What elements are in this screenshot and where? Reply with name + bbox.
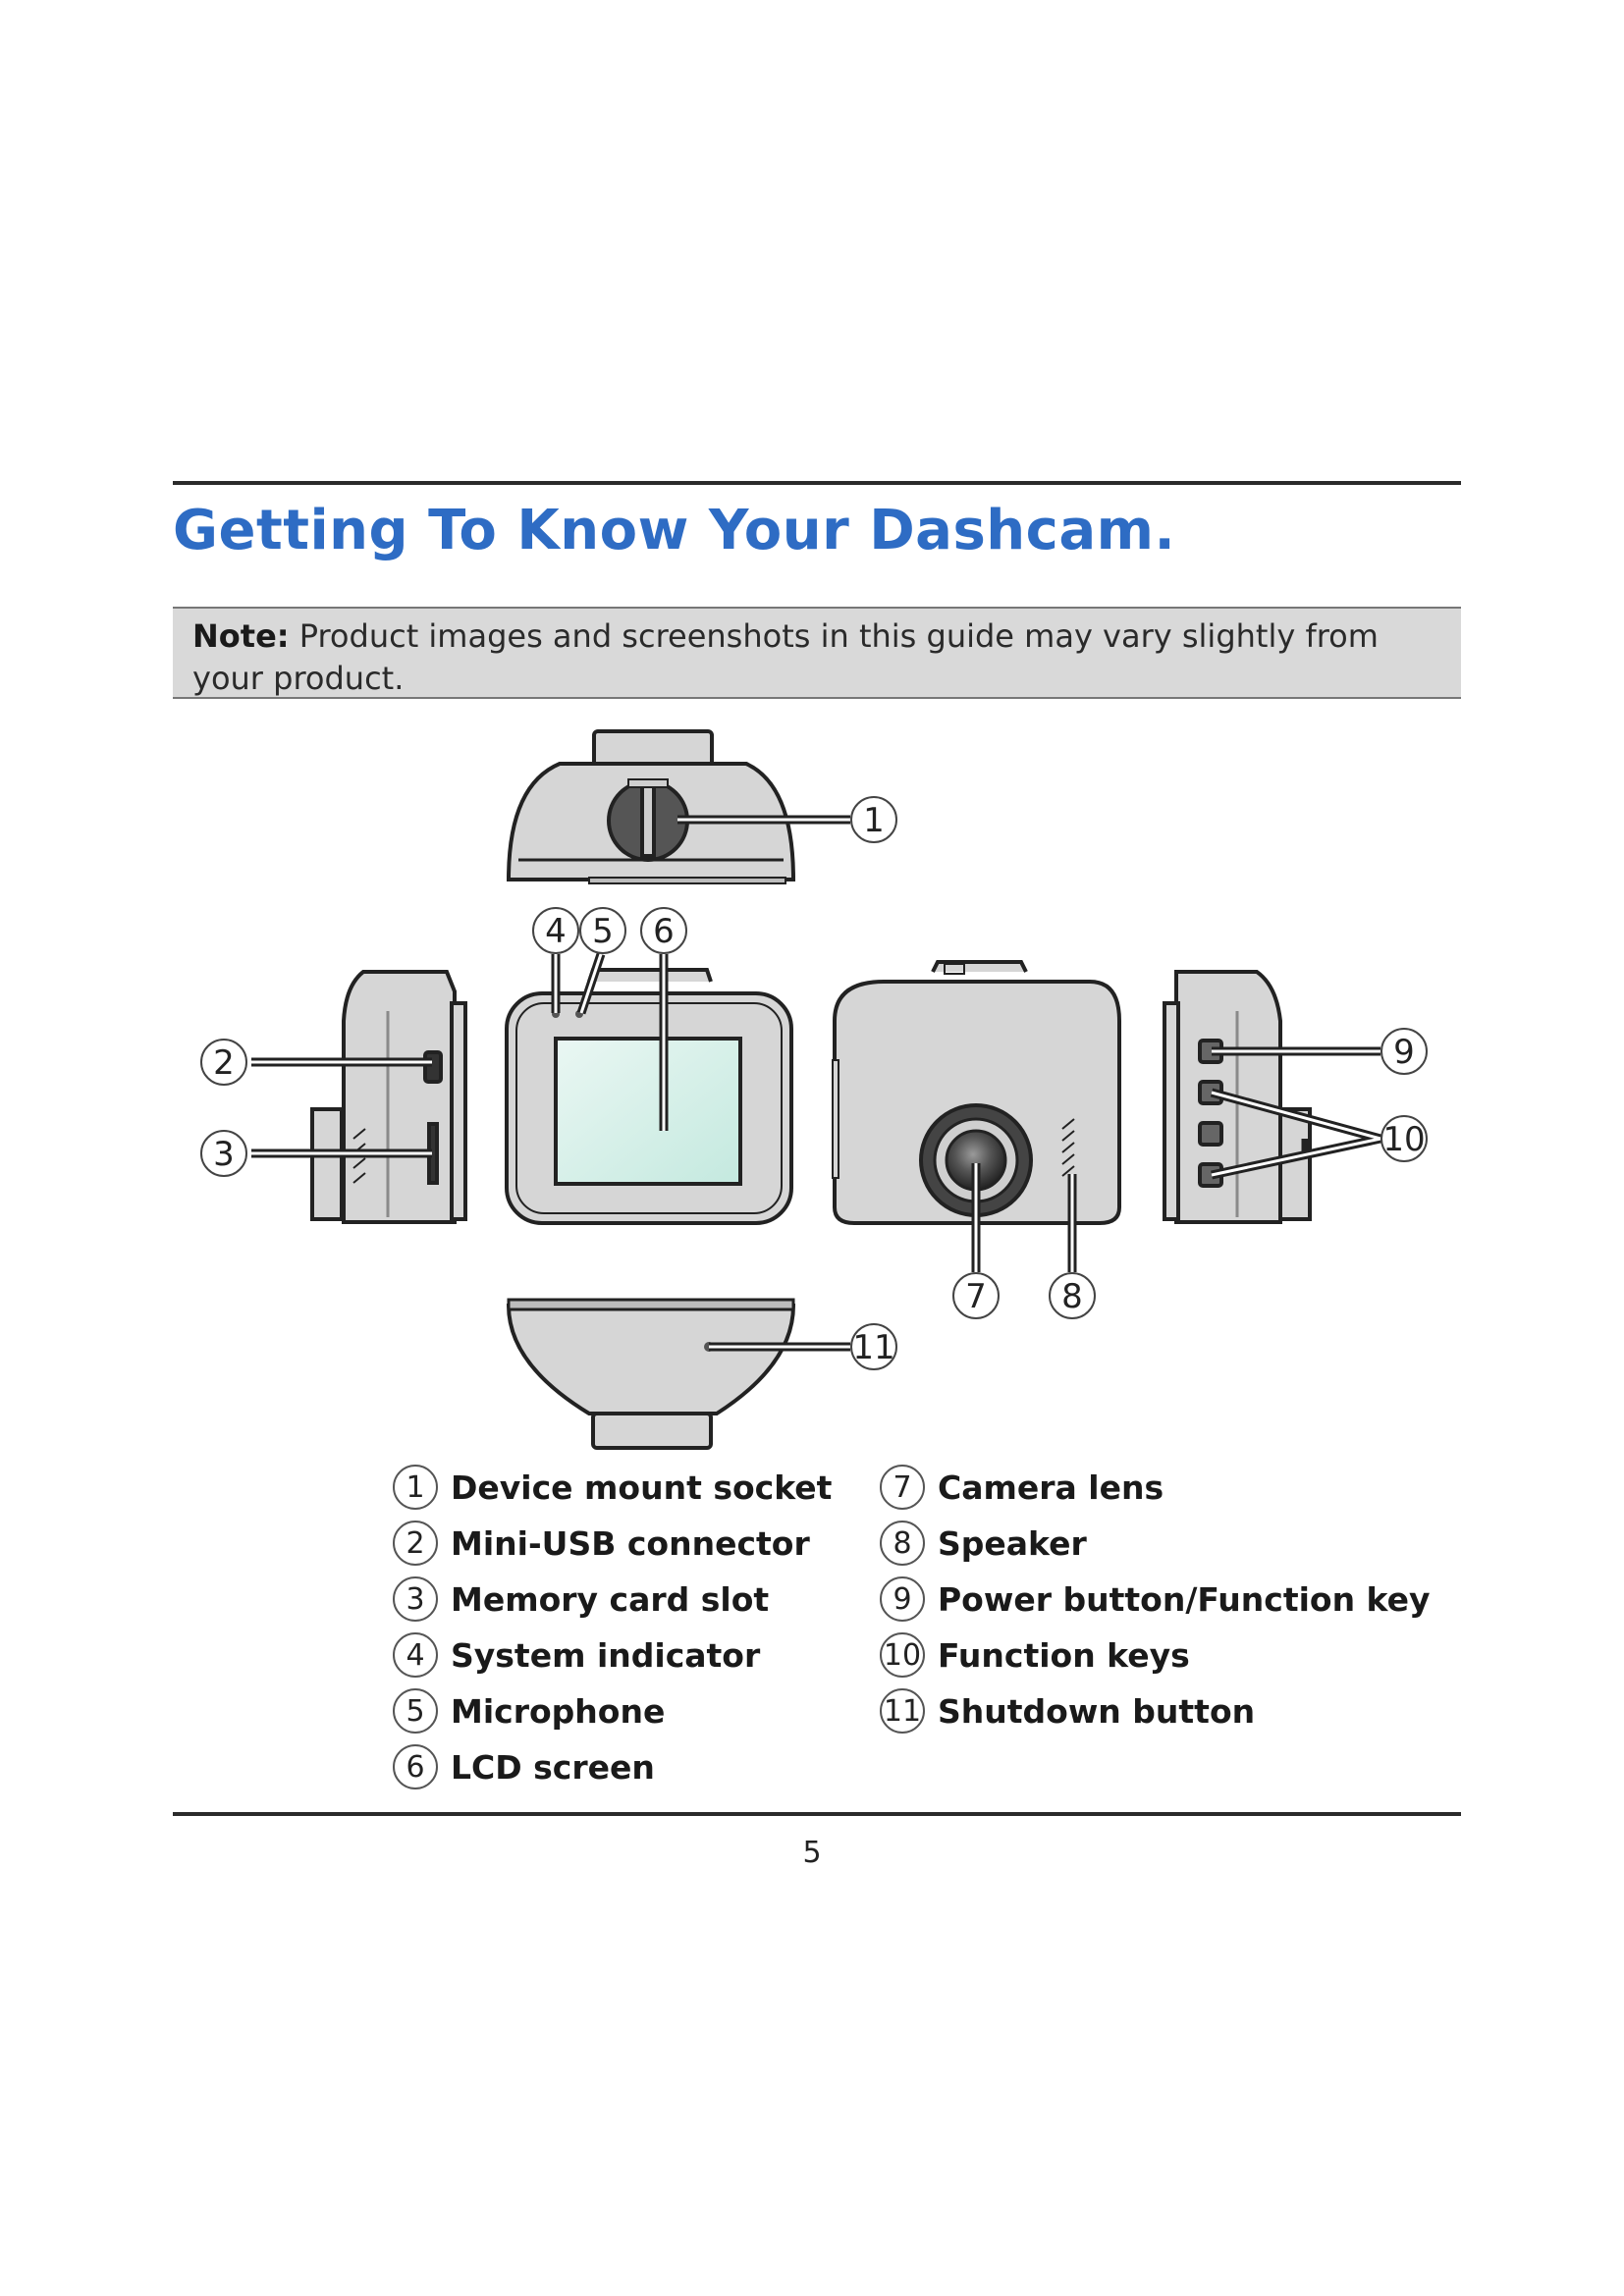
top-rule (173, 481, 1461, 485)
callout-9 (1381, 1029, 1427, 1074)
legend-item-device-mount-socket (393, 1463, 832, 1512)
bottom-rule (173, 1812, 1461, 1816)
callout-10-label: 10 (1382, 1120, 1426, 1159)
callout-4 (533, 908, 578, 953)
legend-item-lcd-screen (393, 1742, 655, 1791)
callout-9-label: 9 (1393, 1033, 1415, 1072)
legend-number: 11 (880, 1688, 925, 1734)
legend-label: Mini-USB connector (451, 1523, 810, 1563)
callout-4-label: 4 (545, 912, 567, 951)
callout-1-label: 1 (863, 801, 885, 840)
callout-11 (851, 1324, 896, 1369)
legend-number: 9 (880, 1576, 925, 1622)
legend-number: 4 (393, 1632, 438, 1678)
legend-item-memory-card-slot (393, 1575, 769, 1624)
callout-3-label: 3 (213, 1135, 235, 1174)
legend-label: Function keys (938, 1635, 1190, 1675)
legend-item-function-keys (880, 1630, 1190, 1680)
note-label: Note: (192, 617, 290, 655)
legend-label: Power button/Function key (938, 1579, 1431, 1619)
callout-5-label: 5 (592, 912, 614, 951)
callout-5 (580, 908, 625, 953)
note-text: Product images and screenshots in this guide may vary slightly from your product. (192, 617, 1379, 697)
legend-item-power-button (880, 1575, 1431, 1624)
callout-1 (851, 797, 896, 842)
callout-6 (641, 908, 686, 953)
front-view (507, 970, 791, 1223)
note-box (173, 607, 1461, 699)
dashcam-diagram (0, 707, 1624, 1463)
legend-number: 10 (880, 1632, 925, 1678)
page-title: Getting To Know Your Dashcam. (173, 499, 1176, 562)
callout-6-label: 6 (653, 912, 675, 951)
legend-item-speaker (880, 1519, 1087, 1568)
callout-2 (201, 1040, 246, 1085)
callout-7 (953, 1273, 999, 1318)
legend-label: System indicator (451, 1635, 761, 1675)
legend-number: 6 (393, 1744, 438, 1789)
legend-label: Shutdown button (938, 1691, 1256, 1731)
legend-number: 5 (393, 1688, 438, 1734)
legend-number: 8 (880, 1521, 925, 1566)
page-number: 5 (802, 1836, 822, 1870)
callout-3 (201, 1131, 246, 1176)
legend-label: Memory card slot (451, 1579, 770, 1619)
legend-label: Camera lens (938, 1468, 1164, 1507)
legend-item-system-indicator (393, 1630, 760, 1680)
top-view (509, 731, 793, 883)
callout-11-label: 11 (852, 1328, 895, 1367)
legend-item-mini-usb-connector (393, 1519, 810, 1568)
legend-label: LCD screen (451, 1747, 655, 1787)
legend-label: Device mount socket (451, 1468, 833, 1507)
legend-number: 1 (393, 1465, 438, 1510)
bottom-view (509, 1300, 793, 1448)
legend-label: Speaker (938, 1523, 1087, 1563)
callout-7-label: 7 (965, 1277, 987, 1316)
legend-number: 2 (393, 1521, 438, 1566)
callout-2-label: 2 (213, 1043, 235, 1083)
legend-item-microphone (393, 1686, 665, 1735)
callout-10 (1381, 1116, 1427, 1161)
legend-item-shutdown-button (880, 1686, 1255, 1735)
callout-8-label: 8 (1061, 1277, 1083, 1316)
legend-number: 7 (880, 1465, 925, 1510)
legend-item-camera-lens (880, 1463, 1164, 1512)
legend-label: Microphone (451, 1691, 666, 1731)
left-side-view (312, 972, 465, 1222)
legend-number: 3 (393, 1576, 438, 1622)
callout-8 (1050, 1273, 1095, 1318)
